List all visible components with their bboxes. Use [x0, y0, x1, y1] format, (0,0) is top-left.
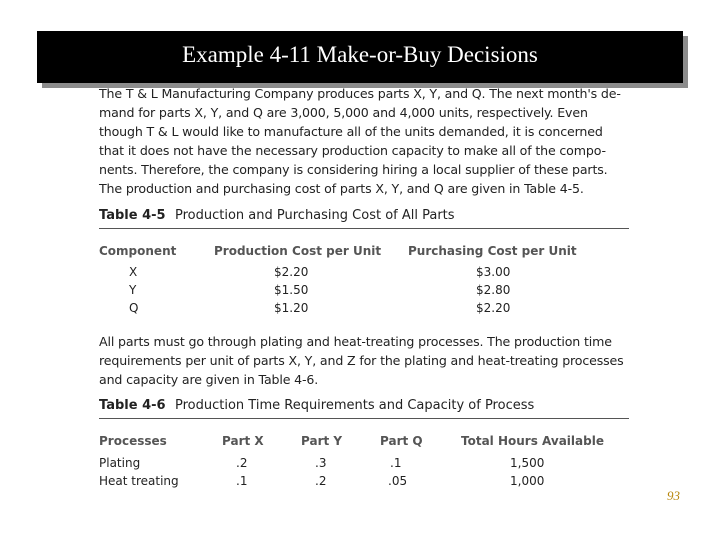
- table-cell: Plating: [99, 456, 141, 470]
- column-header: Purchasing Cost per Unit: [408, 244, 577, 258]
- column-header: Component: [99, 244, 177, 258]
- column-header: Total Hours Available: [461, 434, 604, 448]
- middle-paragraph: [99, 332, 629, 389]
- column-header: Production Cost per Unit: [214, 244, 382, 258]
- table-cell: .3: [315, 456, 327, 470]
- table-number: Table 4-6: [99, 398, 166, 413]
- table-cell: $2.20: [476, 301, 511, 315]
- table-name: Production Time Requirements and Capacity of Process: [175, 398, 535, 413]
- intro-line: mand for parts X, Y, and Q are 3,000, 5,000 and 4,000 units, respectively. Even: [99, 105, 588, 120]
- table-cell: 1,000: [510, 474, 545, 488]
- table-cell: .2: [315, 474, 327, 488]
- table-cell: $1.50: [274, 283, 309, 297]
- table-cell: Y: [129, 283, 137, 297]
- table-number: Table 4-5: [99, 208, 166, 223]
- intro-line: though T & L would like to manufacture all of the units demanded, it is concerned: [99, 124, 603, 139]
- intro-line: nents. Therefore, the company is considering hiring a local supplier of these parts.: [99, 162, 608, 177]
- table-4-5-caption: [99, 208, 629, 229]
- table-cell: .2: [236, 456, 248, 470]
- table-cell: .1: [390, 456, 402, 470]
- table-cell: $2.80: [476, 283, 511, 297]
- middle-line: All parts must go through plating and heat-treating processes. The production time: [99, 334, 612, 349]
- column-header: Part X: [222, 434, 264, 448]
- column-header: Part Y: [301, 434, 343, 448]
- intro-line: The T & L Manufacturing Company produces parts X, Y, and Q. The next month's de-: [99, 86, 621, 101]
- table-cell: .05: [388, 474, 408, 488]
- middle-line: and capacity are given in Table 4-6.: [99, 372, 319, 387]
- column-header: Processes: [99, 434, 167, 448]
- intro-line: The production and purchasing cost of parts X, Y, and Q are given in Table 4-5.: [99, 181, 584, 196]
- column-header: Part Q: [380, 434, 423, 448]
- intro-line: that it does not have the necessary production capacity to make all of the compo-: [99, 143, 606, 158]
- table-cell: 1,500: [510, 456, 545, 470]
- table-cell: .1: [236, 474, 248, 488]
- table-cell: $1.20: [274, 301, 309, 315]
- table-cell: Heat treating: [99, 474, 179, 488]
- middle-line: requirements per unit of parts X, Y, and Z for the plating and heat-treating processes: [99, 353, 624, 368]
- slide-title: Example 4-11 Make-or-Buy Decisions: [37, 31, 683, 83]
- table-cell: $3.00: [476, 265, 511, 279]
- table-cell: Q: [129, 301, 139, 315]
- table-cell: $2.20: [274, 265, 309, 279]
- table-cell: X: [129, 265, 138, 279]
- intro-paragraph: [99, 84, 629, 198]
- table-name: Production and Purchasing Cost of All Parts: [175, 208, 455, 223]
- page-number: 93: [667, 488, 680, 503]
- table-4-6-caption: [99, 398, 629, 419]
